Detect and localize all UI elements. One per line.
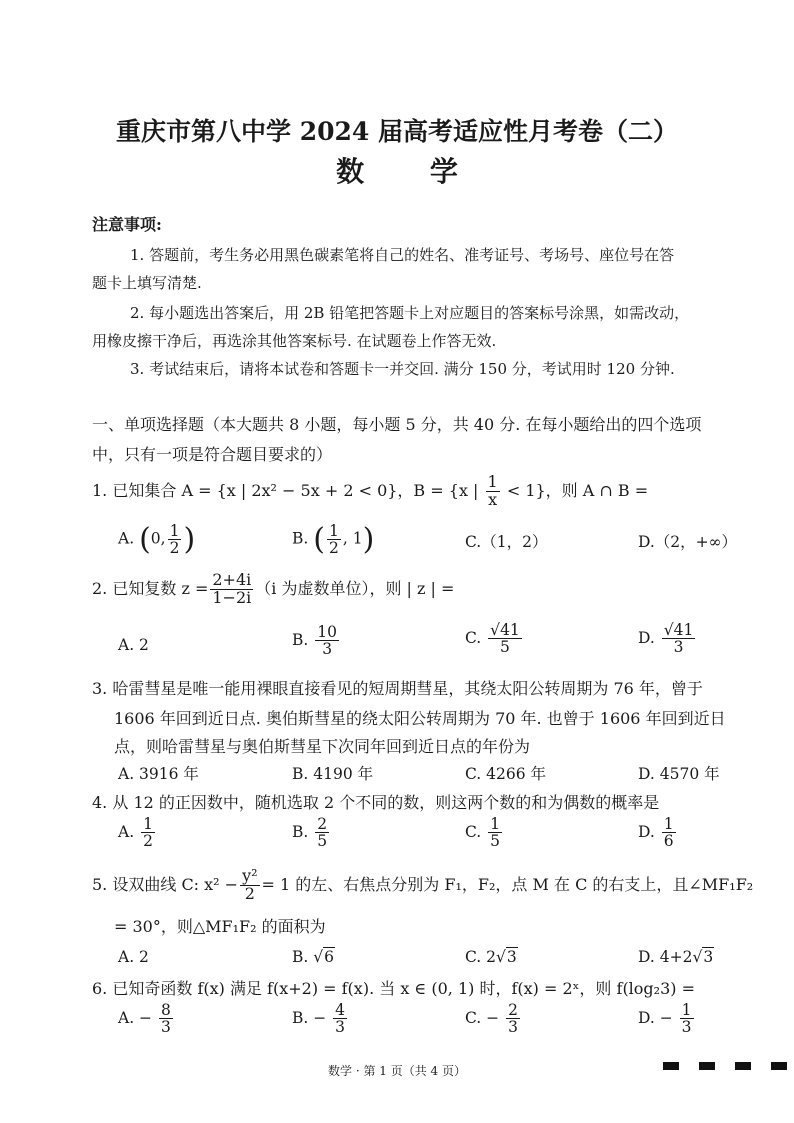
notice-item-2-line-2: 用橡皮擦干净后，再选涂其他答案标号. 在试题卷上作答无效. bbox=[92, 332, 497, 350]
question-3-option-a: A. 3916 年 bbox=[118, 765, 199, 783]
notice-item-1-line-1: 1. 答题前，考生务必用黑色碳素笔将自己的姓名、准考证号、考场号、座位号在答 bbox=[130, 246, 675, 264]
question-5-option-a: A. 2 bbox=[118, 948, 149, 966]
question-2-option-d: D. $\frac{√41}{3}$ bbox=[638, 621, 694, 657]
question-2-option-b: B. $\frac{10}{3}$ bbox=[292, 623, 337, 659]
question-3-line-3: 点，则哈雷彗星与奥伯斯彗星下次同年回到近日点的年份为 bbox=[114, 737, 531, 756]
exam-title: 重庆市第八中学 2024 届高考适应性月考卷（二） bbox=[116, 117, 678, 146]
question-2-option-c: C. $\frac{√41}{5}$ bbox=[465, 621, 520, 657]
question-1-option-d: D.（2，+∞） bbox=[638, 533, 738, 551]
question-2-fraction: $\frac{2+4i}{1-2i}$ bbox=[212, 570, 252, 607]
question-4-option-d: D. $\frac{1}{6}$ bbox=[638, 815, 674, 851]
page-footer: 数学 · 第 1 页（共 4 页） bbox=[328, 1064, 466, 1078]
notice-heading: 注意事项: bbox=[92, 215, 162, 234]
registration-mark bbox=[735, 1062, 751, 1070]
notice-item-1-line-2: 题卡上填写清楚. bbox=[92, 274, 202, 292]
question-1-option-b: B. ( $\frac{1}{2}$ , 1) bbox=[292, 521, 375, 557]
question-1-suffix: < 1}，则 A ∩ B = bbox=[501, 480, 649, 500]
question-3-line-1: 3. 哈雷彗星是唯一能用裸眼直接看见的短周期彗星，其绕太阳公转周期为 76 年，曾于 bbox=[92, 679, 703, 698]
question-4-stem: 4. 从 12 的正因数中，随机选取 2 个不同的数，则这两个数的和为偶数的概率是 bbox=[92, 793, 660, 812]
question-6-option-d: D. − $\frac{1}{3}$ bbox=[638, 1001, 692, 1037]
question-5-option-c: C. 2√3 bbox=[465, 948, 517, 966]
question-1-option-c: C.（1，2） bbox=[465, 533, 548, 551]
registration-mark bbox=[699, 1062, 715, 1070]
section-heading-line-2: 中，只有一项是符合题目要求的） bbox=[92, 445, 333, 464]
question-5-option-b: B. √6 bbox=[292, 948, 335, 966]
subject-title: 数 学 bbox=[336, 155, 486, 188]
question-3-line-2: 1606 年回到近日点. 奥伯斯彗星的绕太阳公转周期为 70 年. 也曾于 1606 年回到近日 bbox=[114, 709, 726, 728]
question-3-option-b: B. 4190 年 bbox=[292, 765, 374, 783]
question-1-option-a: A. (0, $\frac{1}{2}$ ) bbox=[118, 521, 196, 557]
question-5-line-2: = 30°，则△MF₁F₂ 的面积为 bbox=[114, 917, 326, 936]
question-6-stem: 6. 已知奇函数 f(x) 满足 f(x+2) = f(x). 当 x ∈ (0, 1) 时，f(x) = 2ˣ，则 f(log₂3) = bbox=[92, 979, 696, 998]
question-3-option-d: D. 4570 年 bbox=[638, 765, 720, 783]
question-4-option-b: B. $\frac{2}{5}$ bbox=[292, 815, 328, 851]
registration-mark bbox=[663, 1062, 679, 1070]
question-4-option-a: A. $\frac{1}{2}$ bbox=[118, 815, 153, 851]
registration-marks bbox=[663, 1062, 787, 1070]
notice-item-3: 3. 考试结束后，请将本试卷和答题卡一并交回. 满分 150 分，考试用时 120 分钟. bbox=[130, 360, 675, 378]
question-2-option-a: A. 2 bbox=[118, 636, 149, 654]
question-6-option-b: B. − $\frac{4}{3}$ bbox=[292, 1001, 346, 1037]
question-3-option-c: C. 4266 年 bbox=[465, 765, 547, 783]
question-2-stem: 2. 已知复数 z = $\frac{2+4i}{1-2i}$ （i 为虚数单位），则 | z | = bbox=[92, 570, 455, 607]
question-5-stem: 5. 设双曲线 C: x² − $\frac{\text{y²}}{2}$ = 1 的左、右焦点分别为 F₁，F₂，点 M 在 C 的右支上，且∠MF₁F₂ bbox=[92, 866, 754, 903]
question-1-prefix: 1. 已知集合 A = {x | 2x² − 5x + 2 < 0}，B = {x | bbox=[92, 480, 484, 500]
question-1-fraction: $\frac{1}{x}$ bbox=[487, 472, 498, 509]
question-4-option-c: C. $\frac{1}{5}$ bbox=[465, 815, 501, 851]
question-6-option-c: C. − $\frac{2}{3}$ bbox=[465, 1001, 518, 1037]
notice-item-2-line-1: 2. 每小题选出答案后，用 2B 铅笔把答题卡上对应题目的答案标号涂黑，如需改动， bbox=[130, 304, 690, 322]
question-1-stem bbox=[92, 474, 648, 509]
section-heading-line-1: 一、单项选择题（本大题共 8 小题，每小题 5 分，共 40 分. 在每小题给出的四个选项 bbox=[92, 415, 702, 434]
question-6-option-a: A. − $\frac{8}{3}$ bbox=[118, 1001, 171, 1037]
question-5-option-d: D. 4+2√3 bbox=[638, 948, 714, 966]
question-5-fraction: $\frac{\text{y²}}{2}$ bbox=[242, 866, 258, 903]
registration-mark bbox=[771, 1062, 787, 1070]
